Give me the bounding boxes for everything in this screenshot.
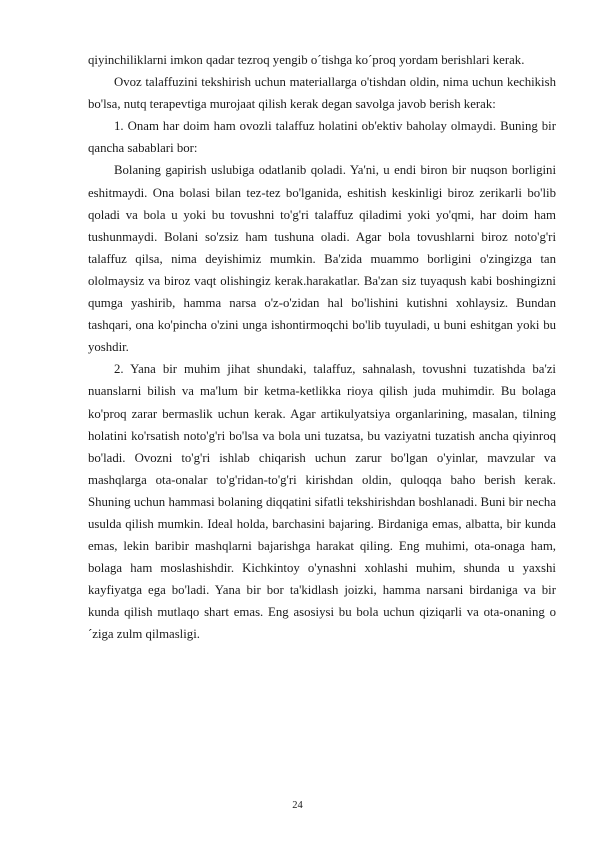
page-number: 24 xyxy=(292,800,303,811)
paragraph-intro: Ovoz talaffuzini tekshirish uchun materiallarga o'tishdan oldin, nima uchun kechikish bo'lsa, nutq terapevtiga murojaat qilish kerak degan savolga javob berish kerak: xyxy=(88,75,556,112)
paragraph-point-2: 2. Yana bir muhim jihat shundaki, talaffuz, sahnalash, tovushni tuzatishda ba'zi nuanslarni bilish va ma'lum bir ketma-ketlikka rioya qilish juda muhimdir. Bu bolaga ko'proq zarar bermaslik uchun kerak. Agar artikulyatsiya organlarining, masalan, tilning holatini ko'rsatish noto'g'ri bo'lsa va bola uni tuzatsa, bu vaziyatni tuzatish ancha qiyinroq bo'ladi. Ovozni to'g'ri ishlab chiqarish uchun zarur bo'lgan o'yinlar, mavzular va mashqlarga ota-onalar to'g'ridan-to'g'ri kirishdan oldin, quloqqa baho berish kerak. Shuning uchun hammasi bolaning diqqatini sifatli tekshirishdan boshlanadi. Buni bir necha usulda qilish mumkin. Ideal holda, barchasini bajaring. Birdaniga emas, albatta, bir kunda emas, lekin baribir mashqlarni bajarishga harakat qiling. Eng muhimi, ota-onaga ham, bolaga ham moslashishdir. Kichkintoy o'ynashni xohlashi muhim, shunda u yaxshi kayfiyatga ega bo'ladi. Yana bir bor ta'kidlash joizki, hamma narsani birdaniga va bir kunda qilish mutlaqo shart emas. Eng asosiysi bu bola uchun qiziqarli va ota-onaning o´ziga zulm qilmasligi. xyxy=(88,362,556,642)
paragraph-continuation: qiyinchiliklarni imkon qadar tezroq yengib o´tishga ko´proq yordam berishlari kerak. xyxy=(88,53,525,67)
document-body xyxy=(88,49,556,646)
paragraph-point-1: 1. Onam har doim ham ovozli talaffuz holatini ob'ektiv baholay olmaydi. Buning bir qancha sabablari bor: xyxy=(88,119,556,156)
paragraph-point-1-detail: Bolaning gapirish uslubiga odatlanib qoladi. Ya'ni, u endi biron bir nuqson borligini eshitmaydi. Ona bolasi bilan tez-tez bo'lganida, eshitish keskinligi biroz zerikarli bo'lib qoladi va bola u yoki bu tovushni to'g'ri talaffuz qiladimi yoki yo'qmi, har doim ham tushunmaydi. Bolani so'zsiz ham tushuna oladi. Agar bola tovushlarni biroz noto'g'ri talaffuz qilsa, nima deyishimiz mumkin. Ba'zida muammo borligini o'zingizga tan ololmaysiz va biroz vaqt olishingiz kerak.harakatlar. Ba'zan siz tuyaqush kabi boshingizni qumga yashirib, hamma narsa o'z-o'zidan hal bo'lishini kutishni xohlaysiz. Bundan tashqari, ona ko'pincha o'zini unga ishontirmoqchi bo'lib tuyuladi, u buni eshitgan yoki bu yoshdir. xyxy=(88,163,556,355)
